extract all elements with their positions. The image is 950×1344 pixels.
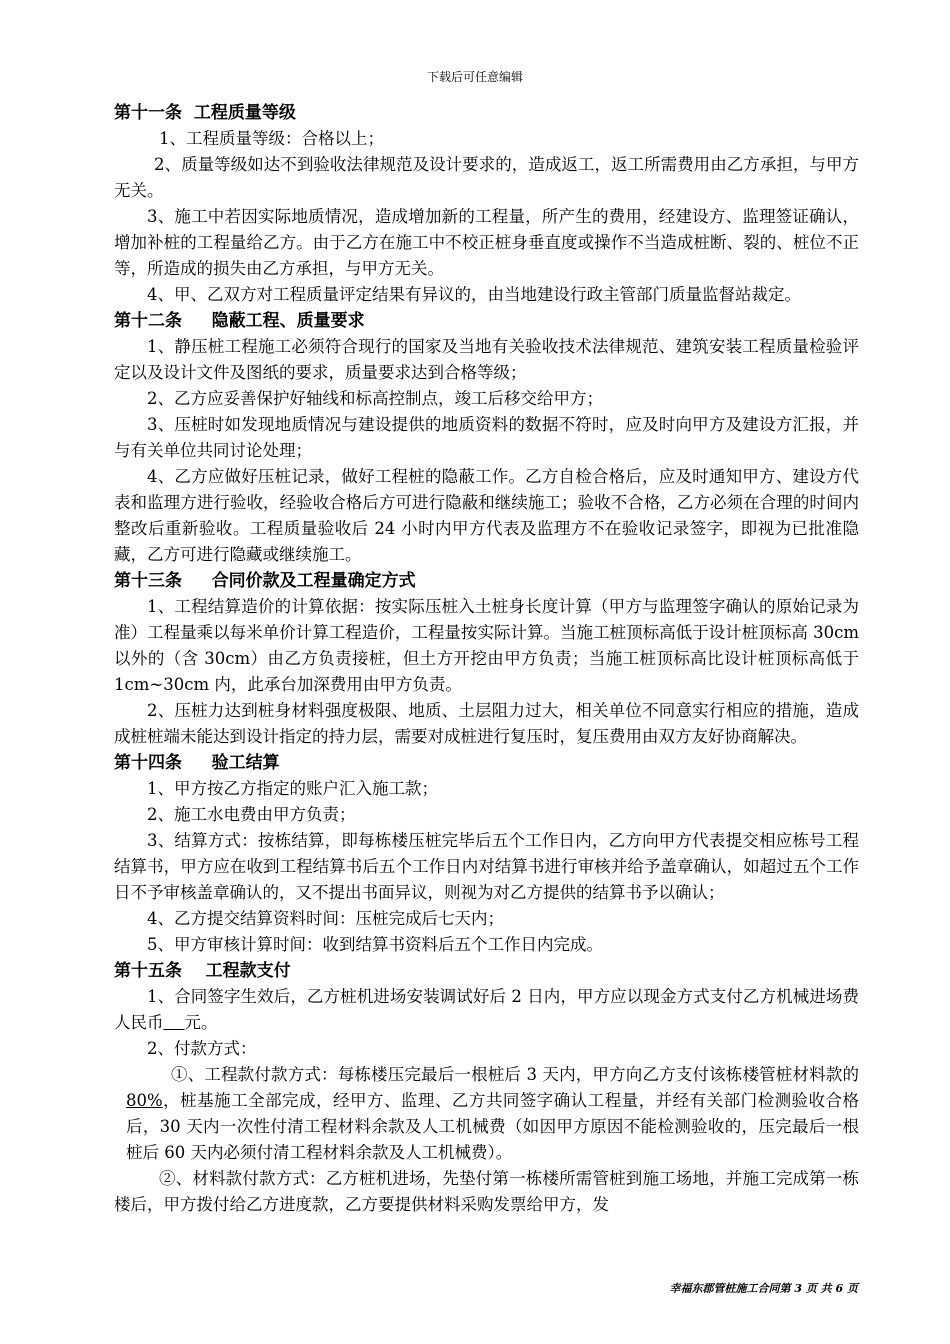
paragraph: 5、甲方审核计算时间：收到结算书资料后五个工作日内完成。	[147, 935, 603, 954]
page-footer: 幸福东郡管桩施工合同第 3 页 共 6 页	[669, 1282, 858, 1295]
paragraph-text: ①、工程款付款方式：每栋楼压完最后一根桩后 3 天内，甲方向乙方支付该栋楼管桩材料款的	[171, 1065, 859, 1084]
paragraph: 2、施工水电费由甲方负责；	[147, 805, 356, 824]
paragraph: 2、乙方应妥善保护好轴线和标高控制点，竣工后移交给甲方；	[147, 389, 603, 408]
paragraph-text: 元。	[184, 1013, 218, 1032]
section-13-title: 第十三条 合同价款及工程量确定方式	[114, 571, 416, 591]
paragraph: 4、甲、乙双方对工程质量评定结果有异议的，由当地建设行政主管部门质量监督站裁定。	[147, 285, 801, 304]
paragraph: 2、质量等级如达不到验收法律规范及设计要求的，造成返工，返工所需费用由乙方承担，与甲方无关。	[114, 155, 859, 200]
document-body	[114, 100, 859, 1218]
paragraph: 3、施工中若因实际地质情况，造成增加新的工程量，所产生的费用，经建设方、监理签证确认，增加补桩的工程量给乙方。由于乙方在施工中不校正桩身垂直度或操作不当造成桩断、裂的、桩位不正等，所造成的损失由乙方承担，与甲方无关。	[114, 207, 859, 278]
page-header: 下载后可任意编辑	[426, 70, 523, 84]
paragraph: 3、结算方式：按栋结算，即每栋楼压桩完毕后五个工作日内，乙方向甲方代表提交相应栋号工程结算书，甲方应在收到工程结算书后五个工作日内对结算书进行审核并给予盖章确认，如超过五个工作日不予审核盖章确认的，又不提出书面异议，则视为对乙方提供的结算书予以确认；	[114, 831, 859, 902]
paragraph-text: 1、合同签字生效后，乙方桩机进场安装调试好后 2 日内，甲方应以现金方式支付乙方机械进场费人民币	[114, 987, 859, 1032]
amount-blank	[164, 1013, 185, 1032]
paragraph	[114, 1062, 859, 1166]
section-11-title: 第十一条 工程质量等级	[114, 103, 296, 123]
paragraph: 1、工程结算造价的计算依据：按实际压桩入土桩身长度计算（甲方与监理签字确认的原始记录为准）工程量乘以每米单价计算工程造价，工程量按实际计算。当施工桩顶标高低于设计桩顶标高 30cm 以外的（含 30cm）由乙方负责接桩，但土方开挖由甲方负责；当施工桩顶标高比设计桩顶标高低于 1cm~30cm 内，此承台加深费用由甲方负责。	[114, 597, 859, 694]
paragraph: 4、乙方提交结算资料时间：压桩完成后七天内；	[147, 909, 504, 928]
paragraph: 1、工程质量等级：合格以上；	[159, 129, 384, 148]
paragraph: 4、乙方应做好压桩记录，做好工程桩的隐蔽工作。乙方自检合格后，应及时通知甲方、建设方代表和监理方进行验收，经验收合格后方可进行隐蔽和继续施工；验收不合格，乙方必须在合理的时间内整改后重新验收。工程质量验收后 24 小时内甲方代表及监理方不在验收记录签字，即视为已批准隐藏，乙方可进行隐藏或继续施工。	[114, 467, 859, 564]
section-15-title: 第十五条 工程款支付	[114, 961, 291, 981]
paragraph: 2、压桩力达到桩身材料强度极限、地质、土层阻力过大，相关单位不同意实行相应的措施，造成成桩桩端未能达到设计指定的持力层，需要对成桩进行复压时，复压费用由双方友好协商解决。	[114, 701, 859, 746]
paragraph: 3、压桩时如发现地质情况与建设提供的地质资料的数据不符时，应及时向甲方及建设方汇报，并与有关单位共同讨论处理；	[114, 415, 859, 460]
paragraph	[114, 984, 859, 1036]
paragraph: 1、甲方按乙方指定的账户汇入施工款；	[147, 779, 438, 798]
paragraph-text: ，桩基施工全部完成，经甲方、监理、乙方共同签字确认工程量，并经有关部门检测验收合格后，30 天内一次性付清工程材料余款及人工机械费（如因甲方原因不能检测验收的，压完最后一根桩后 60 天内必须付清工程材料余款及人工机械费）。	[126, 1091, 859, 1162]
paragraph: ②、材料款付款方式：乙方桩机进场，先垫付第一栋楼所需管桩到施工场地，并施工完成第一栋楼后，甲方拨付给乙方进度款，乙方要提供材料采购发票给甲方，发	[114, 1169, 859, 1214]
section-12-title: 第十二条 隐蔽工程、质量要求	[114, 311, 365, 331]
paragraph: 2、付款方式：	[147, 1039, 257, 1058]
section-14-title: 第十四条 验工结算	[114, 753, 280, 773]
percentage-value: 80%	[126, 1091, 163, 1110]
paragraph: 1、静压桩工程施工必须符合现行的国家及当地有关验收技术法律规范、建筑安装工程质量检验评定以及设计文件及图纸的要求，质量要求达到合格等级；	[114, 337, 859, 382]
